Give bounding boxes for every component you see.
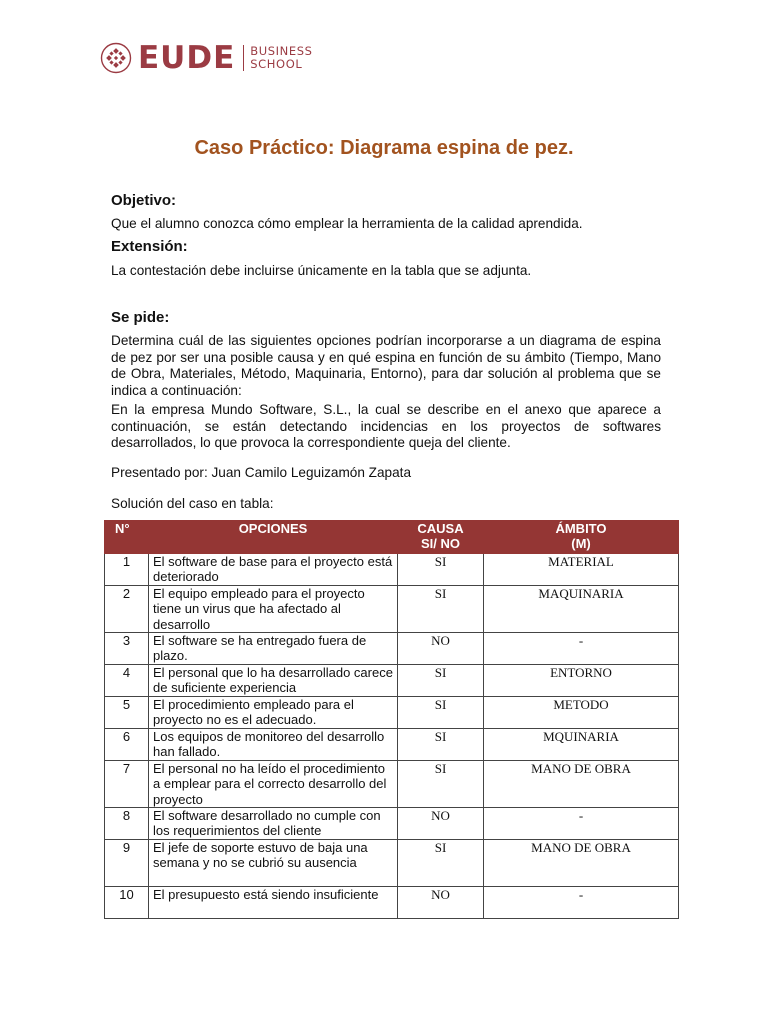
row-causa: NO	[398, 808, 484, 840]
header-ambito-line2: (M)	[571, 536, 591, 551]
logo-divider	[243, 45, 244, 71]
logo-subtitle-line1: BUSINESS	[250, 44, 313, 58]
logo-subtitle	[250, 45, 312, 71]
objetivo-text: Que el alumno conozca cómo emplear la herramienta de la calidad aprendida.	[111, 216, 583, 231]
row-ambito: MAQUINARIA	[484, 586, 679, 633]
row-ambito: MANO DE OBRA	[484, 840, 679, 887]
header-opciones: OPCIONES	[149, 521, 398, 554]
table-body	[105, 554, 679, 919]
row-causa: SI	[398, 554, 484, 586]
row-causa: SI	[398, 697, 484, 729]
row-ambito: MANO DE OBRA	[484, 761, 679, 808]
header-ambito	[484, 521, 679, 554]
row-opcion: El presupuesto está siendo insuficiente	[149, 887, 398, 919]
row-opcion: El equipo empleado para el proyecto tiene un virus que ha afectado al desarrollo	[149, 586, 398, 633]
row-causa: NO	[398, 633, 484, 665]
table-header-row	[105, 521, 679, 554]
eude-emblem-icon	[100, 42, 132, 74]
extension-heading: Extensión:	[111, 238, 188, 255]
row-number: 1	[105, 554, 149, 586]
table-header	[105, 521, 679, 554]
presented-by: Presentado por: Juan Camilo Leguizamón Zapata	[111, 465, 411, 480]
row-number: 4	[105, 665, 149, 697]
row-ambito: -	[484, 887, 679, 919]
row-ambito: MQUINARIA	[484, 729, 679, 761]
row-causa: SI	[398, 586, 484, 633]
row-causa: SI	[398, 840, 484, 887]
header-causa	[398, 521, 484, 554]
table-row	[105, 586, 679, 633]
row-opcion: El software de base para el proyecto está deteriorado	[149, 554, 398, 586]
row-causa: NO	[398, 887, 484, 919]
table-row	[105, 808, 679, 840]
table-row	[105, 697, 679, 729]
table-row	[105, 761, 679, 808]
row-opcion: El software desarrollado no cumple con los requerimientos del cliente	[149, 808, 398, 840]
row-causa: SI	[398, 665, 484, 697]
row-opcion: El personal no ha leído el procedimiento a emplear para el correcto desarrollo del proyecto	[149, 761, 398, 808]
row-number: 5	[105, 697, 149, 729]
row-number: 9	[105, 840, 149, 887]
logo-wordmark: EUDE	[138, 40, 236, 76]
se-pide-paragraph-1: Determina cuál de las siguientes opciones podrían incorporarse a un diagrama de espina de pez por ser una posible causa y en qué espina en función de su ámbito (Tiempo, Mano de Obra, Materiales, Método, Maquinaria, Entorno), para dar solución al problema que se indica a continuación:	[111, 333, 661, 398]
row-ambito: ENTORNO	[484, 665, 679, 697]
extension-text: La contestación debe incluirse únicamente en la tabla que se adjunta.	[111, 263, 532, 278]
table-row	[105, 665, 679, 697]
row-number: 10	[105, 887, 149, 919]
solution-label: Solución del caso en tabla:	[111, 496, 274, 511]
se-pide-paragraph-2: En la empresa Mundo Software, S.L., la cual se describe en el anexo que aparece a continuación, se están detectando incidencias en los proyectos de softwares desarrollados, lo que provoca la correspondiente queja del cliente.	[111, 402, 661, 450]
row-ambito: -	[484, 633, 679, 665]
row-number: 8	[105, 808, 149, 840]
row-number: 7	[105, 761, 149, 808]
row-opcion: El procedimiento empleado para el proyecto no es el adecuado.	[149, 697, 398, 729]
header-number: N°	[105, 521, 149, 554]
logo-subtitle-line2: SCHOOL	[250, 57, 303, 71]
header-causa-line1: CAUSA	[417, 521, 464, 536]
table-row	[105, 840, 679, 887]
row-causa: SI	[398, 761, 484, 808]
table-row	[105, 633, 679, 665]
solution-table	[104, 520, 679, 919]
table-row	[105, 554, 679, 586]
objetivo-heading: Objetivo:	[111, 192, 177, 209]
table-row	[105, 729, 679, 761]
row-causa: SI	[398, 729, 484, 761]
row-number: 2	[105, 586, 149, 633]
row-ambito: MATERIAL	[484, 554, 679, 586]
header-causa-line2: SI/ NO	[420, 536, 460, 551]
eude-logo	[100, 41, 313, 75]
row-opcion: El personal que lo ha desarrollado carece de suficiente experiencia	[149, 665, 398, 697]
row-ambito: METODO	[484, 697, 679, 729]
document-title: Caso Práctico: Diagrama espina de pez.	[194, 137, 574, 159]
row-number: 6	[105, 729, 149, 761]
row-opcion: El software se ha entregado fuera de plazo.	[149, 633, 398, 665]
row-opcion: Los equipos de monitoreo del desarrollo han fallado.	[149, 729, 398, 761]
row-number: 3	[105, 633, 149, 665]
table-row	[105, 887, 679, 919]
header-ambito-line1: ÁMBITO	[555, 521, 607, 536]
row-opcion: El jefe de soporte estuvo de baja una semana y no se cubrió su ausencia	[149, 840, 398, 887]
se-pide-heading: Se pide:	[111, 309, 170, 326]
row-ambito: -	[484, 808, 679, 840]
